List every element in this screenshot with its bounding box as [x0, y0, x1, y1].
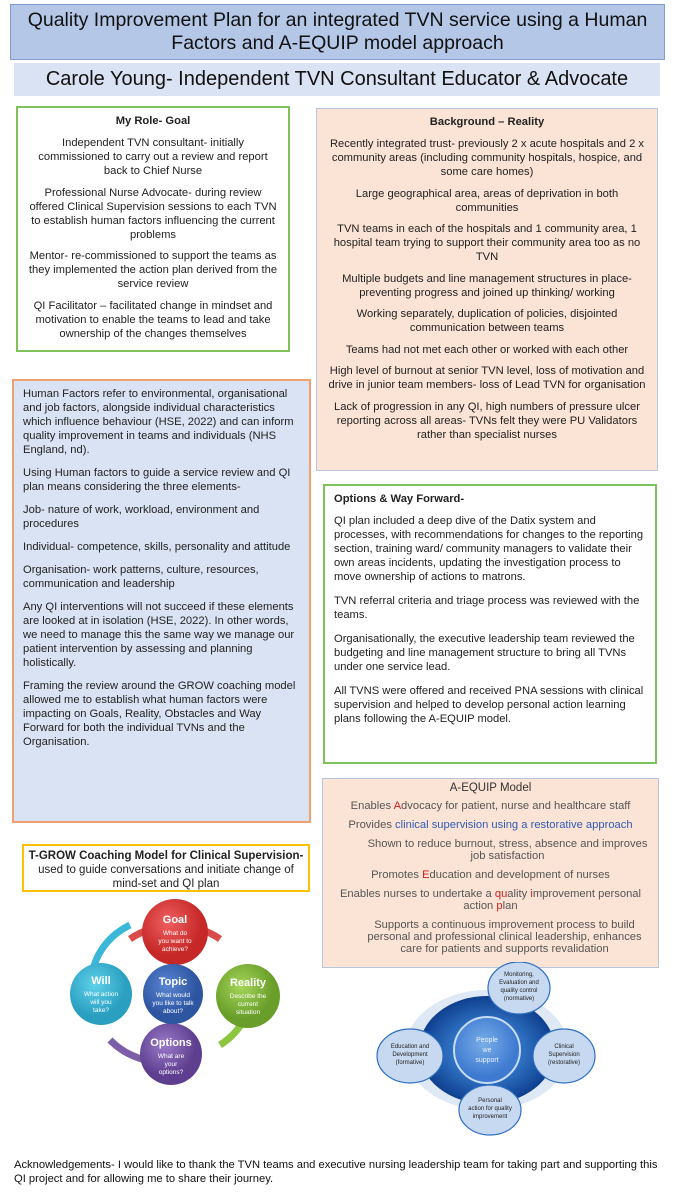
role-para: QI Facilitator – facilitated change in mindset and motivation to enable the teams to lead and take ownership of the changes themselves: [33, 299, 273, 340]
background-para: TVN teams in each of the hospitals and 1 community area, 1 hospital team trying to support their community area too as no TVN: [333, 223, 641, 263]
human-factors-para: Framing the review around the GROW coaching model allowed me to establish what human factors were impacting on Goals, Reality, Obstacles and Way Forward for both the individual TVNs and the Organisation.: [23, 680, 296, 748]
formative-text: Education and: [390, 1044, 430, 1050]
human-factors-para: Job- nature of work, workload, environment and procedures: [23, 504, 260, 530]
will-title: Will: [91, 975, 111, 987]
restorative-text: Clinical: [554, 1044, 574, 1050]
human-factors-para: Organisation- work patterns, culture, resources, communication and leadership: [23, 564, 259, 590]
reality-desc: Describe the: [229, 993, 267, 1000]
options-para: TVN referral criteria and triage process was reviewed with the teams.: [334, 595, 640, 621]
improvement-text: action for quality: [468, 1106, 512, 1112]
role-para: Mentor- re-commissioned to support the teams as they implemented the action plan derived from the service review: [28, 250, 278, 290]
normative-text: Evaluation and: [499, 980, 539, 986]
reality-desc: current: [237, 1001, 259, 1008]
aequip-line: Enables nurses to undertake a quality improvement personal action plan: [339, 888, 642, 912]
normative-text: Monitoring,: [504, 972, 534, 978]
background-para: High level of burnout at senior TVN level, loss of motivation and drive in junior team members- loss of Lead TVN for organisation: [328, 365, 646, 391]
aequip-heading: A-EQUIP Model: [449, 782, 532, 794]
my-role-box: [16, 106, 290, 352]
tgrow-title: T-GROW Coaching Model for Clinical Supervision-: [28, 850, 304, 862]
goal-title: Goal: [162, 914, 188, 926]
human-factors-para: Any QI interventions will not succeed if these elements are looked at in isolation (HSE, 2022). In other words, we need to manage this the same way we manage our patient intervention by assessing and planning holistically.: [23, 601, 295, 669]
acknowledgements: Acknowledgements- I would like to thank the TVN teams and executive nursing leadership team for taking part and supporting this QI project and for allowing me to share their journey.: [14, 1159, 658, 1185]
core-text: we: [482, 1047, 492, 1054]
improvement-text: improvement: [472, 1114, 508, 1120]
human-factors-para: Human Factors refer to environmental, organisational and job factors, alongside individual characteristics which influence behaviour (HSE, 2022) and can inform quality improvement in teams and individuals (NHS England, nd).: [23, 388, 294, 456]
title-line-1: Quality Improvement Plan for an integrated TVN service using a Human: [27, 9, 648, 31]
goal-desc: achieve?: [161, 946, 189, 953]
will-desc: What action: [83, 991, 119, 998]
aequip-line: Enables Advocacy for patient, nurse and healthcare staff: [350, 800, 631, 812]
options-para: Organisationally, the executive leadership team reviewed the budgeting and line management structure to bring all TVNs under one service lead.: [334, 633, 635, 673]
background-para: Lack of progression in any QI, high numbers of pressure ulcer reporting across all areas- TVNs felt they were PU Validators rather than specialist nurses: [334, 400, 640, 441]
will-desc: will you: [90, 999, 112, 1006]
tgrow-caption: [22, 844, 310, 892]
background-para: Multiple budgets and line management structures in place- preventing progress and joined up thinking/ working: [342, 272, 632, 299]
aequip-line: Shown to reduce burnout, stress, absence and improves job satisfaction: [367, 838, 648, 862]
role-para: Independent TVN consultant- initially commissioned to carry out a review and report back to Chief Nurse: [38, 137, 268, 177]
normative-text: (normative): [503, 996, 535, 1002]
options-heading: Options & Way Forward-: [334, 493, 465, 505]
tgrow-diagram: [70, 895, 280, 1085]
improvement-text: Personal: [478, 1098, 502, 1104]
my-role-heading: My Role- Goal: [115, 115, 191, 127]
aequip-line: Provides clinical supervision using a restorative approach: [348, 819, 633, 831]
core-text: People: [476, 1037, 498, 1044]
aequip-line: Promotes Education and development of nurses: [371, 869, 610, 881]
goal-desc: What do: [162, 930, 188, 937]
poster-title: [10, 4, 665, 60]
aequip-diagram: [375, 962, 600, 1137]
options-desc: What are: [157, 1053, 185, 1060]
restorative-text: Supervision: [548, 1052, 580, 1058]
options-title: Options: [150, 1037, 192, 1049]
options-desc: options?: [158, 1069, 184, 1076]
options-box: [323, 484, 657, 764]
human-factors-box: [12, 379, 311, 823]
topic-title: Topic: [158, 976, 188, 988]
options-para: QI plan included a deep dive of the Datix system and processes, with recommendations for changes to the reporting section, training ward/ community managers to validate their own areas incidents, updating the investigation process to move ownership of actions to matrons.: [334, 515, 644, 583]
human-factors-para: Using Human factors to guide a service review and QI plan means considering the three elements-: [23, 467, 291, 493]
tgrow-subtitle: used to guide conversations and initiate change of mind-set and QI plan: [38, 864, 294, 890]
topic-desc: you like to talk: [152, 1000, 194, 1007]
options-para: All TVNS were offered and received PNA sessions with clinical supervision and helped to develop personal action learning plans following the A-EQUIP model.: [334, 685, 644, 725]
will-desc: take?: [93, 1007, 109, 1014]
author-banner: Carole Young- Independent TVN Consultant Educator & Advocate: [14, 63, 660, 96]
aequip-line: Supports a continuous improvement process to build personal and professional clinical leadership, enhances care for patients and supports revalidation: [367, 919, 642, 955]
goal-desc: you want to: [158, 938, 192, 945]
title-line-2: Factors and A-EQUIP model approach: [171, 32, 504, 54]
options-desc: your: [164, 1061, 178, 1068]
role-para: Professional Nurse Advocate- during review offered Clinical Supervision sessions to each TVN to establish human factors influencing the current problems: [29, 186, 277, 241]
aequip-box: [322, 778, 659, 968]
formative-text: Development: [392, 1052, 428, 1058]
background-para: Recently integrated trust- previously 2 x acute hospitals and 2 x community areas (including community hospitals, hospice, and some care homes): [329, 138, 645, 178]
background-box: [316, 108, 658, 471]
background-heading: Background – Reality: [429, 116, 545, 128]
reality-title: Reality: [229, 977, 267, 989]
topic-desc: What would: [156, 992, 190, 999]
core-text: support: [475, 1057, 499, 1064]
restorative-text: (restorative): [547, 1060, 581, 1066]
background-para: Teams had not met each other or worked with each other: [345, 343, 629, 356]
background-para: Working separately, duplication of policies, disjointed communication between teams: [356, 308, 618, 334]
background-para: Large geographical area, areas of deprivation in both communities: [355, 187, 619, 214]
topic-desc: about?: [163, 1008, 183, 1015]
reality-desc: situation: [235, 1009, 261, 1016]
normative-text: quality control: [500, 988, 538, 994]
formative-text: (formative): [395, 1060, 425, 1066]
human-factors-para: Individual- competence, skills, personality and attitude: [23, 541, 291, 553]
